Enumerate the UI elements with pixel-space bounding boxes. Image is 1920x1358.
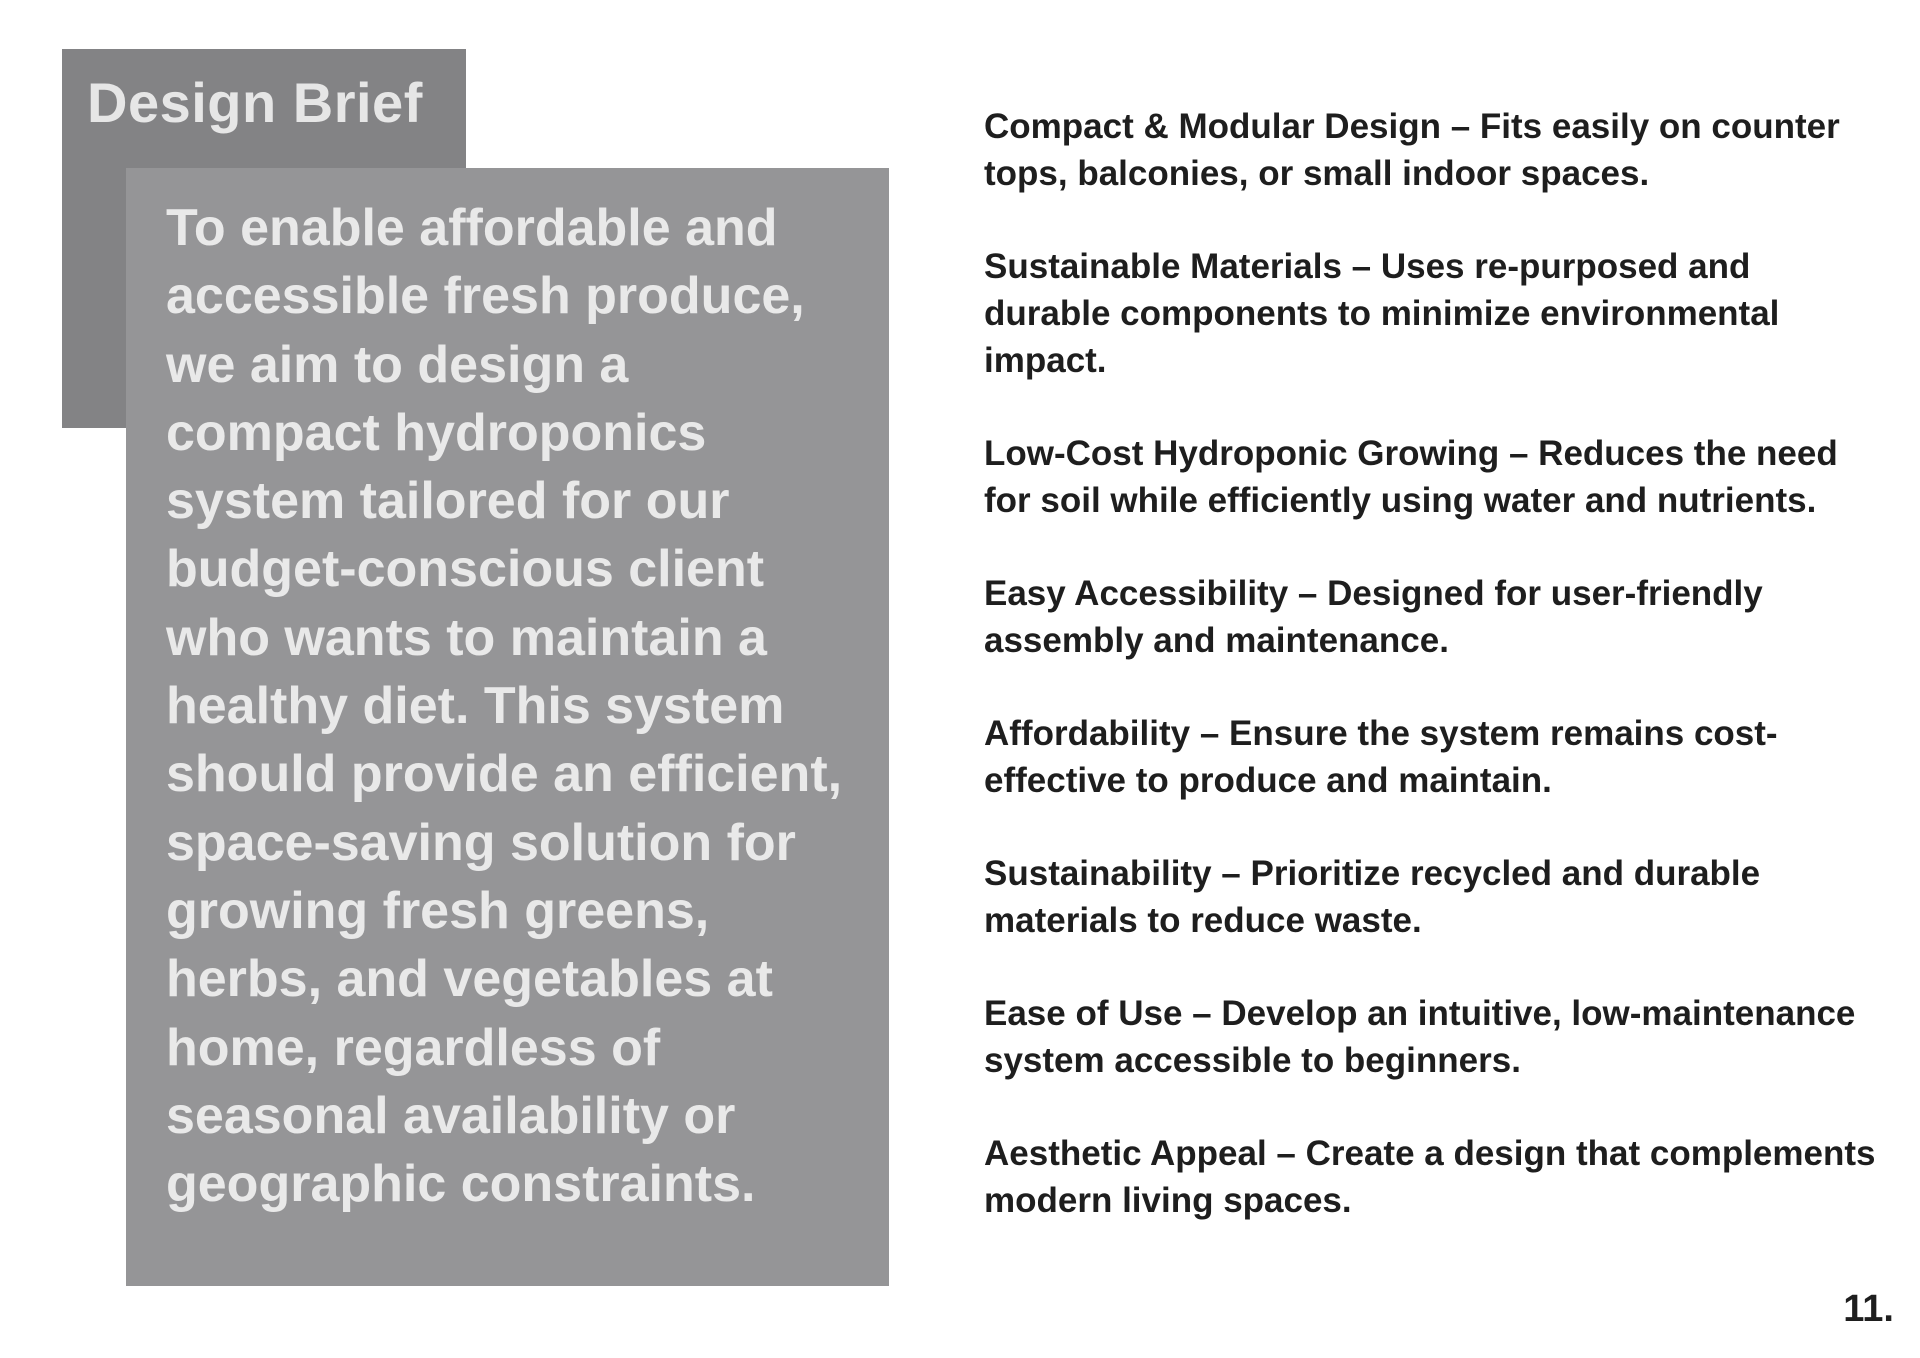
feature-title: Easy Accessibility bbox=[984, 574, 1289, 613]
brief-statement: To enable affordable and accessible fresh produce, we aim to design a compact hydroponics system tailored for our budget-conscious client who wants to maintain a healthy diet. This system should provide an efficient, space-saving solution for growing fresh greens, herbs, and vegetables at home, regardless of seasonal availability or geographic constraints. bbox=[166, 199, 843, 1214]
feature-item bbox=[984, 430, 1884, 524]
feature-list bbox=[984, 103, 1884, 1263]
feature-separator: – bbox=[1440, 107, 1480, 146]
feature-title: Sustainable Materials bbox=[984, 247, 1342, 286]
feature-separator: – bbox=[1266, 1134, 1306, 1173]
feature-separator: – bbox=[1211, 854, 1251, 893]
feature-description: Develop an intuitive, low-maintenance system accessible to beginners. bbox=[984, 994, 1856, 1080]
feature-title: Compact & Modular Design bbox=[984, 107, 1441, 146]
feature-title: Sustainability bbox=[984, 854, 1212, 893]
feature-title: Affordability bbox=[984, 714, 1191, 753]
feature-title: Low-Cost Hydroponic Growing bbox=[984, 434, 1500, 473]
feature-item bbox=[984, 710, 1884, 804]
feature-item bbox=[984, 990, 1884, 1084]
feature-item bbox=[984, 570, 1884, 664]
feature-title: Ease of Use bbox=[984, 994, 1183, 1033]
feature-separator: – bbox=[1190, 714, 1230, 753]
feature-description: Uses re-purposed and durable components to minimize environmental impact. bbox=[984, 247, 1780, 380]
feature-separator: – bbox=[1341, 247, 1381, 286]
feature-item bbox=[984, 103, 1884, 197]
feature-description: Reduces the need for soil while efficiently using water and nutrients. bbox=[984, 434, 1838, 520]
feature-separator: – bbox=[1182, 994, 1222, 1033]
feature-item bbox=[984, 850, 1884, 944]
feature-description: Create a design that complements modern living spaces. bbox=[984, 1134, 1876, 1220]
feature-description: Ensure the system remains cost-effective to produce and maintain. bbox=[984, 714, 1778, 800]
feature-description: Prioritize recycled and durable materials to reduce waste. bbox=[984, 854, 1761, 940]
feature-separator: – bbox=[1499, 434, 1539, 473]
feature-description: Fits easily on counter tops, balconies, or small indoor spaces. bbox=[984, 107, 1840, 193]
feature-separator: – bbox=[1288, 574, 1328, 613]
feature-item bbox=[984, 1130, 1884, 1224]
page-number: 11. bbox=[1843, 1288, 1894, 1330]
brief-panel bbox=[126, 168, 889, 1286]
page-title: Design Brief bbox=[87, 71, 423, 134]
feature-item bbox=[984, 243, 1884, 384]
feature-description: Designed for user-friendly assembly and maintenance. bbox=[984, 574, 1763, 660]
feature-title: Aesthetic Appeal bbox=[984, 1134, 1267, 1173]
